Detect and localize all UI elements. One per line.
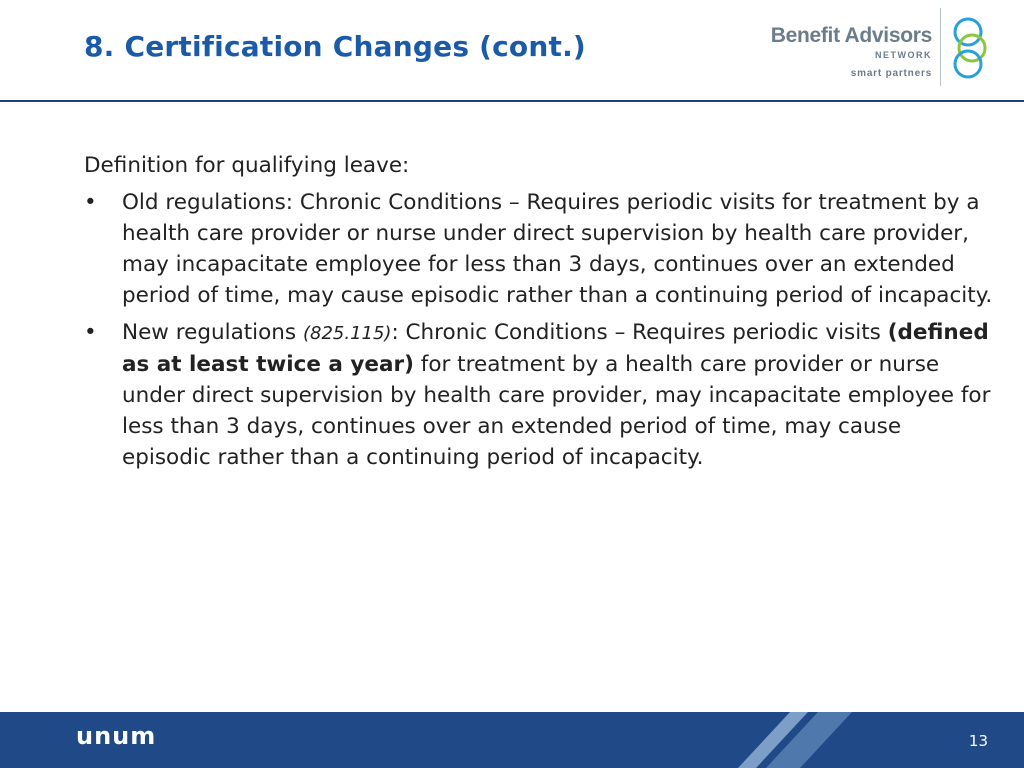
page-number: 13 [968,732,988,750]
logo-rings-icon [946,14,994,80]
footer-bar [0,712,1024,768]
bullet-lead: New regulations [122,320,303,345]
header-rule [0,100,1024,102]
unum-logo: unum [76,722,157,750]
logo-name: Benefit Advisors [770,24,932,47]
bullet-mid: : Chronic Conditions – Requires periodic visits [391,320,888,345]
bullet-list [84,187,994,473]
emphasis-text: (defined as at least twice a year) [122,320,989,377]
slide-body [84,150,994,479]
citation: (825.115) [302,323,392,344]
bullet-icon: • [84,190,97,215]
benefit-advisors-logo [770,8,1020,92]
logo-tagline: smart partners [850,68,932,79]
slide-title: 8. Certification Changes (cont.) [84,30,586,63]
bullet-tail: for treatment by a health care provider or nurse under direct supervision by health care provider, may incapacitate employee for less than 3 days, continues over an extended period of time, may cause episodic rather than a continuing period of incapacity. [122,352,991,470]
logo-network: NETWORK [875,50,932,60]
intro-text: Definition for qualifying leave: [84,153,410,178]
bullet-icon: • [84,320,97,345]
bullet-new-regulations [84,317,994,473]
bullet-old-regulations [84,187,994,311]
bullet-text: Old regulations: Chronic Conditions – Requires periodic visits for treatment by a health care provider or nurse under direct supervision by health care provider, may incapacitate employee for less than 3 days, continues over an extended period of time, may cause episodic rather than a continuing period of incapacity. [122,190,993,308]
logo-divider [940,8,941,86]
